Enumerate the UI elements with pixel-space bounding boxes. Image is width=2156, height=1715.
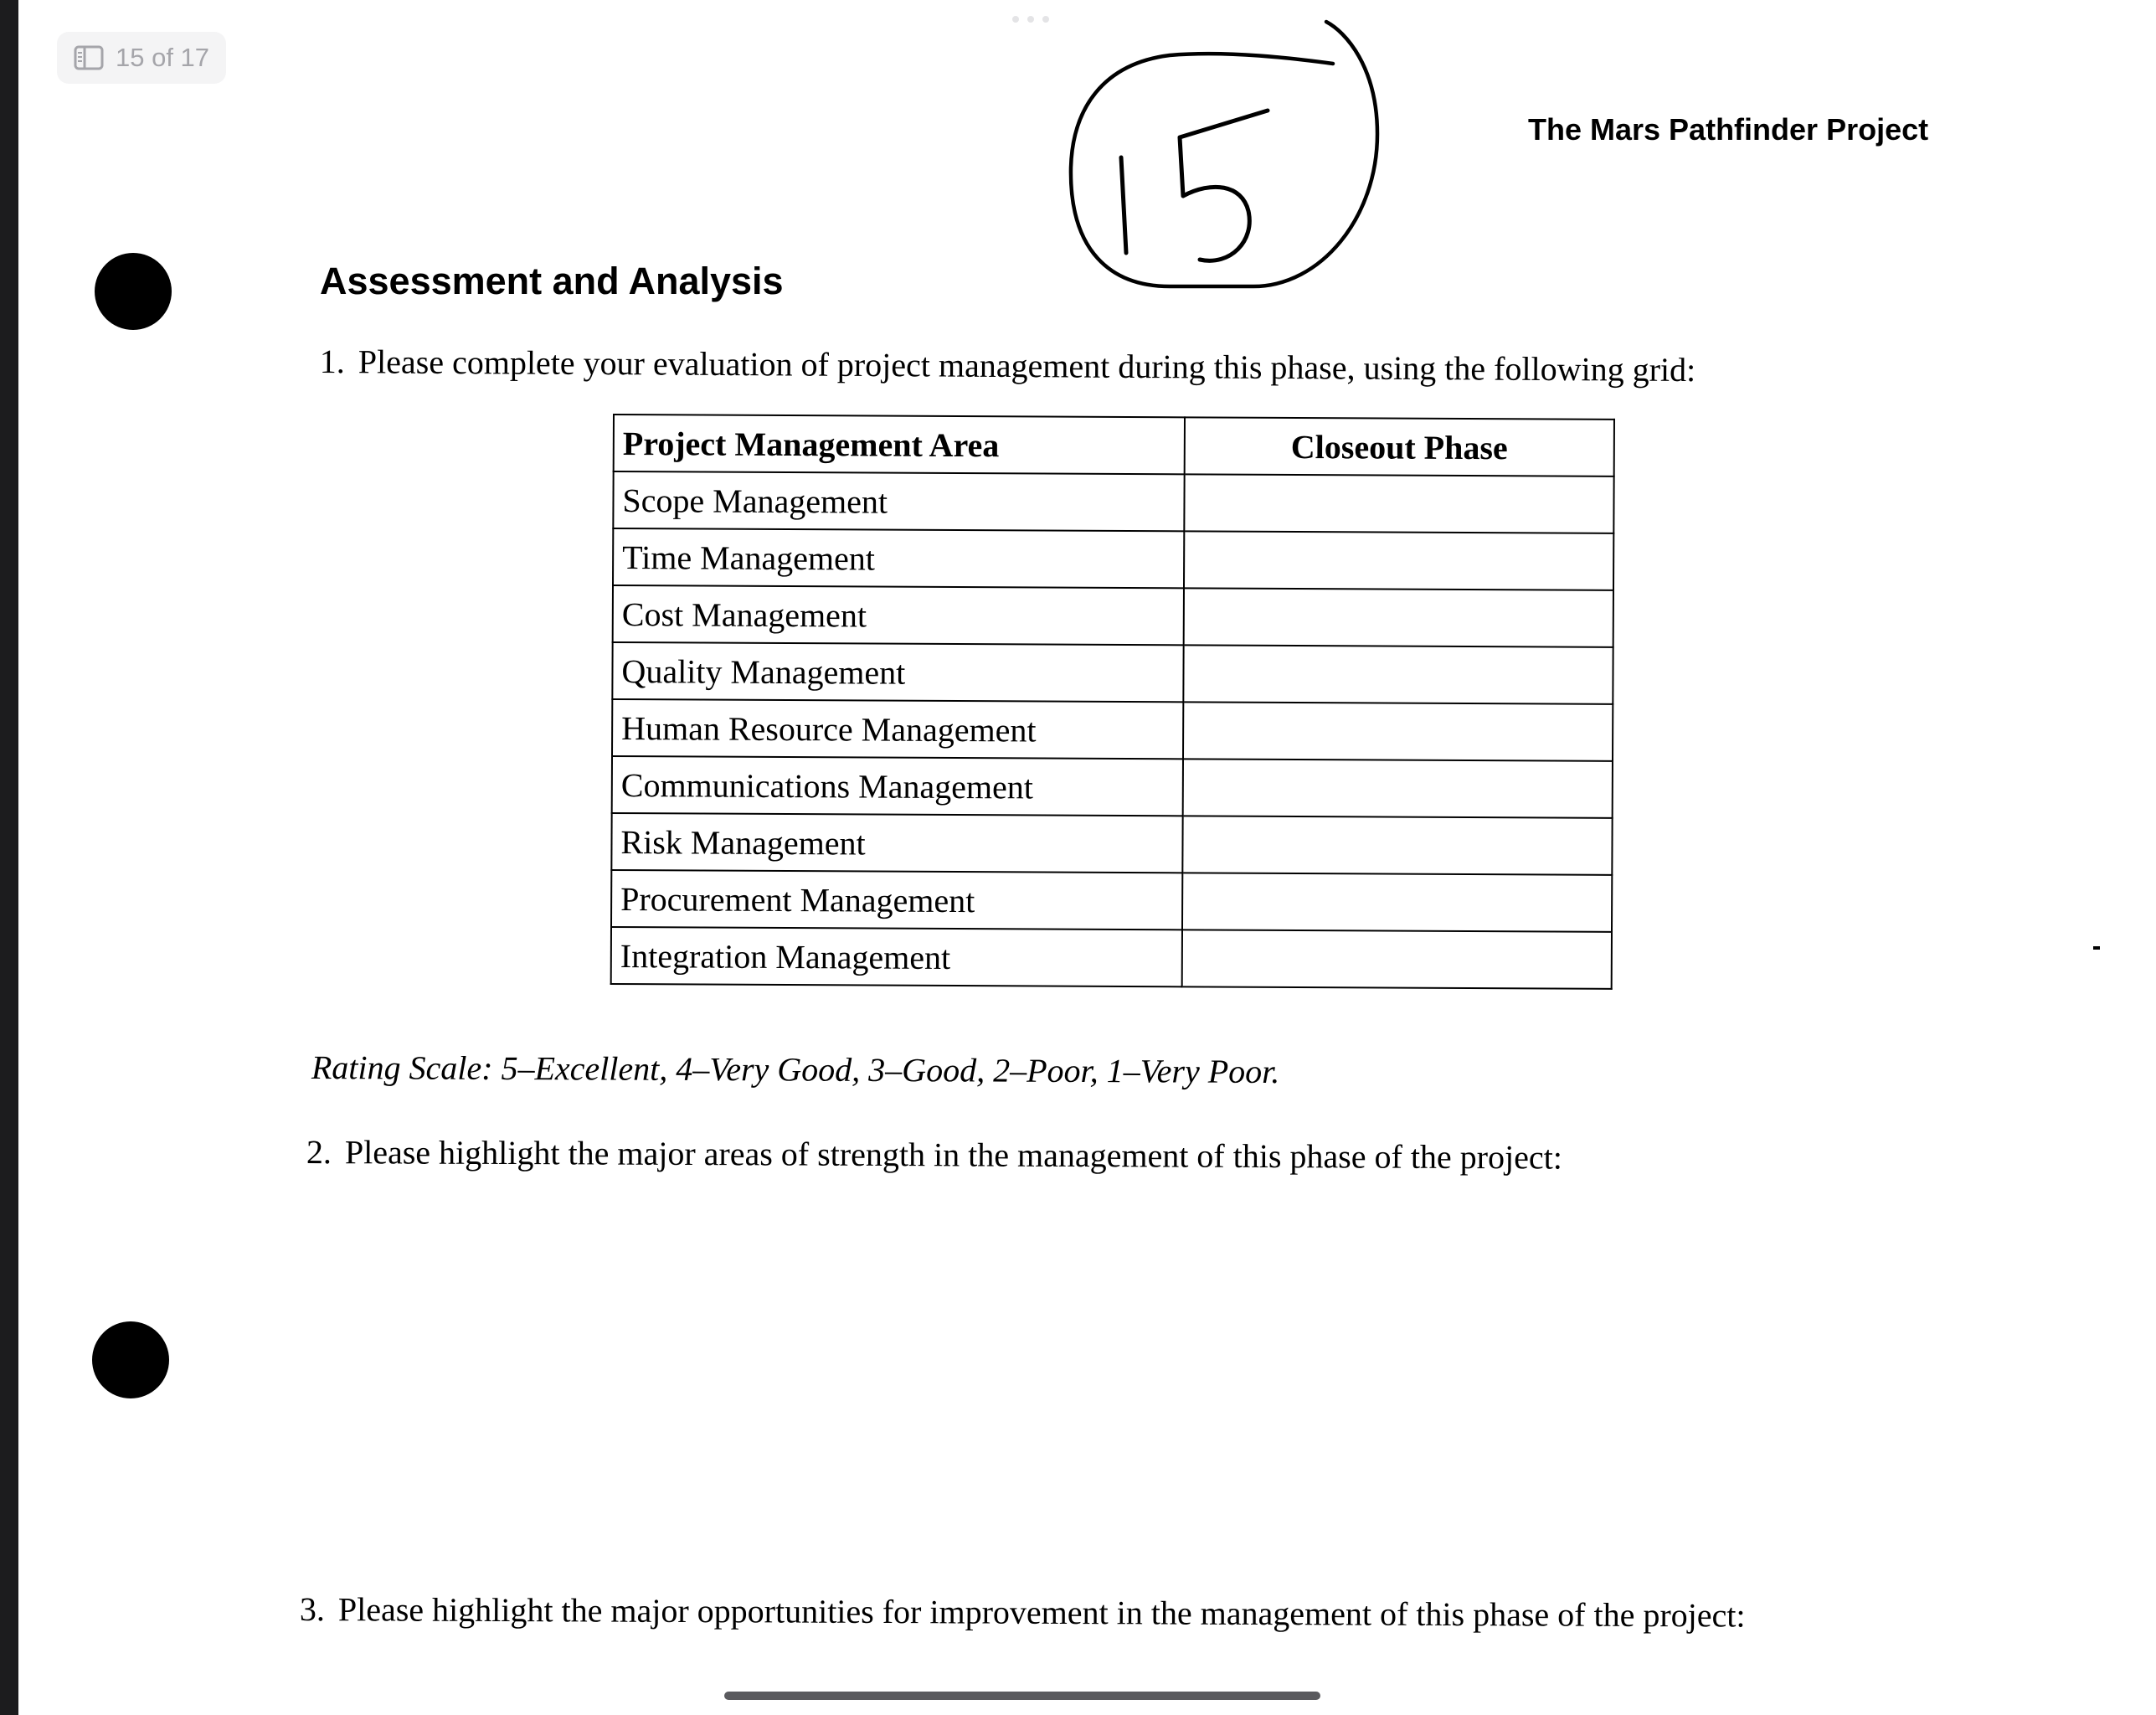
question-text: Please complete your evaluation of project management during this phase, using the following grid: [358,342,1696,389]
area-cell: Cost Management [613,585,1184,645]
sidebar-icon [74,45,104,70]
table-row [611,870,1612,932]
table-row [612,642,1613,704]
question-number: 2. [306,1133,332,1172]
table-row [613,471,1613,533]
rating-cell[interactable] [1184,531,1613,590]
section-title: Assessment and Analysis [320,260,784,302]
question-text: Please highlight the major opportunities for improvement in the management of this phase of the project: [337,1590,1746,1635]
area-cell: Time Management [613,528,1184,588]
rating-cell[interactable] [1183,702,1613,761]
column-header-phase: Closeout Phase [1185,417,1614,476]
table-row [613,528,1613,590]
area-cell: Risk Management [611,813,1182,873]
page-indicator[interactable] [57,32,226,84]
running-head: The Mars Pathfinder Project [1528,112,1929,147]
question-number: 3. [299,1590,325,1629]
evaluation-grid [610,414,1615,990]
rating-cell[interactable] [1182,873,1612,932]
rating-cell[interactable] [1184,474,1613,533]
table-row [611,813,1612,875]
table-row [612,756,1613,818]
area-cell: Integration Management [611,927,1182,986]
area-cell: Communications Management [612,756,1183,816]
question-text: Please highlight the major areas of strength in the management of this phase of the project: [344,1133,1563,1177]
table-row [613,585,1613,647]
column-header-area: Project Management Area [614,415,1185,474]
rating-cell[interactable] [1183,759,1613,818]
binder-hole [95,253,172,330]
area-cell: Scope Management [613,471,1184,531]
rating-cell[interactable] [1184,588,1613,647]
question-3 [300,1589,1891,1636]
table-row [611,927,1612,989]
scan-mark [2093,946,2100,950]
area-cell: Quality Management [612,642,1183,702]
question-1 [320,342,1696,389]
rating-scale: Rating Scale: 5–Excellent, 4–Very Good, 3–Good, 2–Poor, 1–Very Poor. [311,1048,1280,1091]
area-cell: Procurement Management [611,870,1182,930]
rating-cell[interactable] [1182,930,1612,989]
home-indicator[interactable] [724,1692,1320,1700]
page-indicator-label: 15 of 17 [116,43,210,72]
question-number: 1. [319,342,345,381]
handwritten-page-number [1044,17,1396,301]
area-cell: Human Resource Management [612,699,1183,759]
rating-cell[interactable] [1183,645,1613,704]
table-header-row [614,415,1614,476]
question-2 [306,1132,1562,1177]
document-page [18,0,2156,1715]
table-row [612,699,1613,761]
binder-hole [92,1321,169,1398]
rating-cell[interactable] [1182,816,1612,875]
